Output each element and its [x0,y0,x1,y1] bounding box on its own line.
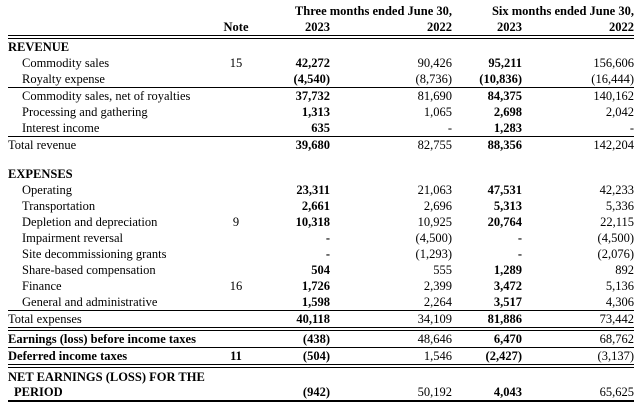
value-6m-2023: 6,470 [452,329,522,348]
row-total-expenses [8,311,634,330]
value-6m-2023: - [517,231,522,245]
year-header-6m-2022: 2022 [522,19,634,37]
value-6m-2022: 5,136 [605,279,634,293]
row-note: 16 [229,279,243,293]
value-6m-2022: (4,500) [597,231,634,245]
row-commodity-sales [8,55,634,71]
value-6m-2023: 1,289 [493,263,522,277]
value-3m-2023: 1,598 [258,294,330,311]
empty-cell [8,3,214,19]
row-note [214,230,258,246]
row-label: Earnings (loss) before income taxes [8,329,214,348]
value-6m-2022: 5,336 [605,199,634,213]
row-share-based-compensation [8,262,634,278]
section-header-expenses [8,166,634,182]
section-label: EXPENSES [8,167,73,181]
value-3m-2022: 2,696 [423,199,452,213]
value-6m-2022: 4,306 [522,294,634,311]
row-net-earnings [8,366,634,401]
row-label: Impairment reversal [22,231,123,245]
row-label: Total expenses [8,311,214,330]
value-6m-2023: - [517,247,522,261]
value-6m-2023: 81,886 [452,311,522,330]
value-6m-2022: 142,204 [593,138,634,152]
value-6m-2022: 42,233 [599,183,634,197]
value-3m-2023: (504) [258,348,330,367]
section-spacer [8,153,634,166]
value-3m-2023: 42,272 [295,56,330,70]
row-deferred-income-taxes [8,348,634,367]
row-note [214,262,258,278]
value-3m-2022: 1,065 [423,105,452,119]
section-label: REVENUE [8,40,70,54]
value-6m-2022: 68,762 [522,329,634,348]
value-3m-2023: - [325,247,330,261]
value-6m-2023: 2,698 [493,105,522,119]
value-3m-2022: 2,264 [330,294,452,311]
year-header-6m-2023: 2023 [452,19,522,37]
row-royalty-expense [8,71,634,88]
row-label: Royalty expense [8,71,214,88]
value-3m-2023: (438) [258,329,330,348]
value-6m-2023: 88,356 [487,138,522,152]
value-6m-2022: 65,625 [522,366,634,401]
value-3m-2022: - [330,120,452,137]
value-3m-2023: 39,680 [295,138,330,152]
note-column-header: Note [214,19,258,37]
value-3m-2022: 48,646 [330,329,452,348]
row-note [214,366,258,401]
value-6m-2023: (2,427) [452,348,522,367]
row-note: 9 [232,215,240,229]
row-note [214,246,258,262]
row-note: 15 [229,56,243,70]
value-3m-2022: 34,109 [330,311,452,330]
value-3m-2023: 10,318 [295,215,330,229]
value-3m-2023: 23,311 [296,183,330,197]
row-note [214,104,258,120]
value-3m-2022: 10,925 [417,215,452,229]
row-depletion-depreciation [8,214,634,230]
value-3m-2022: (8,736) [330,71,452,88]
row-note [214,71,258,88]
row-label: Operating [22,183,72,197]
row-note: 11 [214,348,258,367]
row-note [214,137,258,154]
value-3m-2022: 81,690 [417,89,452,103]
value-3m-2022: 50,192 [330,366,452,401]
row-note [214,182,258,198]
value-6m-2023: 1,283 [452,120,522,137]
value-3m-2022: 1,546 [330,348,452,367]
row-label: Interest income [8,120,214,137]
row-total-revenue [8,137,634,154]
value-3m-2022: (1,293) [415,247,452,261]
period-group-header-row [8,3,634,19]
row-transportation [8,198,634,214]
value-3m-2022: (4,500) [415,231,452,245]
year-header-3m-2022: 2022 [330,19,452,37]
value-3m-2023: 2,661 [301,199,330,213]
value-3m-2023: 37,732 [295,89,330,103]
row-label: Finance [22,279,62,293]
row-note [214,88,258,105]
row-label: Depletion and depreciation [22,215,158,229]
value-3m-2023: - [325,231,330,245]
column-header-row [8,19,634,37]
value-6m-2022: (2,076) [597,247,634,261]
row-site-decommissioning-grants [8,246,634,262]
row-label: Commodity sales [22,56,110,70]
row-note [214,198,258,214]
value-6m-2023: 3,517 [452,294,522,311]
value-6m-2023: 4,043 [452,366,522,401]
row-note [214,329,258,348]
value-3m-2022: 555 [433,263,452,277]
row-label: Transportation [22,199,96,213]
row-impairment-reversal [8,230,634,246]
period-group-six-months: Six months ended June 30, [491,4,634,18]
value-6m-2022: (16,444) [522,71,634,88]
row-label: Site decommissioning grants [22,247,167,261]
value-3m-2022: 90,426 [417,56,452,70]
section-header-revenue [8,37,634,55]
row-label: Share-based compensation [22,263,156,277]
row-label: Deferred income taxes [8,348,214,367]
row-label: General and administrative [8,294,214,311]
row-commodity-sales-net [8,88,634,105]
value-6m-2022: 22,115 [600,215,634,229]
row-note [214,120,258,137]
value-6m-2023: 3,472 [493,279,522,293]
row-note [214,311,258,330]
value-3m-2023: 635 [258,120,330,137]
empty-cell [214,3,258,19]
value-6m-2023: 5,313 [493,199,522,213]
row-processing-gathering [8,104,634,120]
row-general-administrative [8,294,634,311]
row-interest-income [8,120,634,137]
value-6m-2022: 2,042 [605,105,634,119]
year-header-3m-2023: 2023 [258,19,330,37]
value-3m-2023: 504 [311,263,330,277]
row-label: Processing and gathering [22,105,148,119]
value-6m-2023: 47,531 [487,183,522,197]
value-3m-2022: 21,063 [417,183,452,197]
row-earnings-before-income-taxes [8,329,634,348]
row-label: Total revenue [8,138,77,152]
value-6m-2023: 95,211 [488,56,522,70]
row-label: Commodity sales, net of royalties [22,89,191,103]
row-label: NET EARNINGS (LOSS) FOR THE PERIOD [8,366,214,401]
value-6m-2023: (10,836) [452,71,522,88]
value-6m-2022: 892 [615,263,634,277]
period-group-three-months: Three months ended June 30, [294,4,452,18]
value-6m-2023: 84,375 [487,89,522,103]
value-6m-2022: 156,606 [593,56,634,70]
value-6m-2022: (3,137) [522,348,634,367]
value-6m-2022: 140,162 [593,89,634,103]
row-operating [8,182,634,198]
value-6m-2022: 73,442 [522,311,634,330]
value-6m-2023: 20,764 [487,215,522,229]
row-note [214,294,258,311]
income-statement-table [8,3,634,402]
value-6m-2022: - [522,120,634,137]
row-finance [8,278,634,294]
value-3m-2023: (4,540) [258,71,330,88]
value-3m-2023: (942) [258,366,330,401]
empty-cell [8,19,214,37]
value-3m-2023: 40,118 [258,311,330,330]
value-3m-2023: 1,313 [301,105,330,119]
value-3m-2023: 1,726 [301,279,330,293]
value-3m-2022: 82,755 [417,138,452,152]
value-3m-2022: 2,399 [423,279,452,293]
